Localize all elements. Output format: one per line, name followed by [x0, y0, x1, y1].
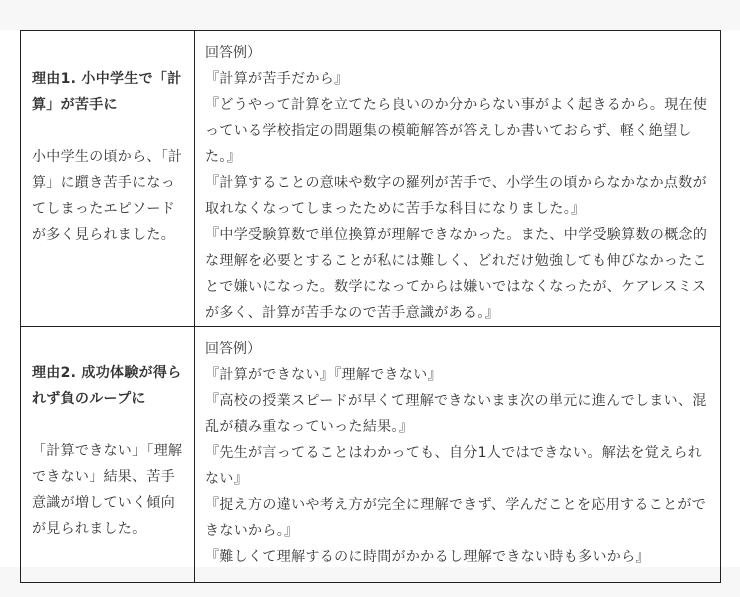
reason-cell	[21, 327, 195, 583]
answer-example: 『高校の授業スピードが早くて理解できないまま次の単元に進んでしまい、混乱が積み重なっていった結果。』	[205, 393, 707, 435]
reason-cell	[21, 31, 195, 327]
answer-example: 『捉え方の違いや考え方が完全に理解できず、学んだことを応用することができないから。』	[205, 497, 707, 539]
answer-example: 『計算ができない』『理解できない』	[205, 367, 442, 383]
answer-example: 『計算が苦手だから』	[205, 71, 349, 87]
answer-example: 『計算することの意味や数字の羅列が苦手で、小学生の頃からなかなか点数が取れなくなってしまったために苦手な科目になりました。』	[205, 175, 707, 217]
answer-example: 『どうやって計算を立てたら良いのか分からない事がよく起きるから。現在使っている学校指定の問題集の模範解答が答えしか書いておらず、軽く絶望した。』	[205, 97, 708, 165]
reason-title: 理由2. 成功体験が得られず負のループに	[32, 365, 182, 407]
answer-example: 『先生が言ってることはわかっても、自分1人ではできない。解法を覚えられない』	[205, 445, 703, 487]
table-row	[21, 31, 721, 327]
answer-header: 回答例）	[205, 45, 261, 61]
document-sheet	[0, 30, 740, 567]
answer-example: 『中学受験算数で単位換算が理解できなかった。また、中学受験算数の概念的な理解を必要とすることが私には難しく、どれだけ勉強しても伸びなかったことで嫌いになった。数学になってからは嫌いではなくなったが、ケアレスミスが多く、計算が苦手なので苦手意識がある。』	[205, 227, 708, 321]
table-row	[21, 327, 721, 583]
reasons-table	[20, 30, 721, 583]
answer-example: 『難しくて理解するのに時間がかかるし理解できない時も多いから』	[205, 549, 650, 565]
answer-header: 回答例）	[205, 341, 261, 357]
answer-cell	[195, 327, 721, 583]
reason-title: 理由1. 小中学生で「計算」が苦手に	[32, 71, 182, 113]
reason-description: 「計算できない」「理解できない」結果、苦手意識が増していく傾向が見られました。	[32, 443, 183, 537]
reason-description: 小中学生の頃から、「計算」に躓き苦手になってしまったエピソードが多く見られました。	[32, 149, 183, 243]
answer-cell	[195, 31, 721, 327]
